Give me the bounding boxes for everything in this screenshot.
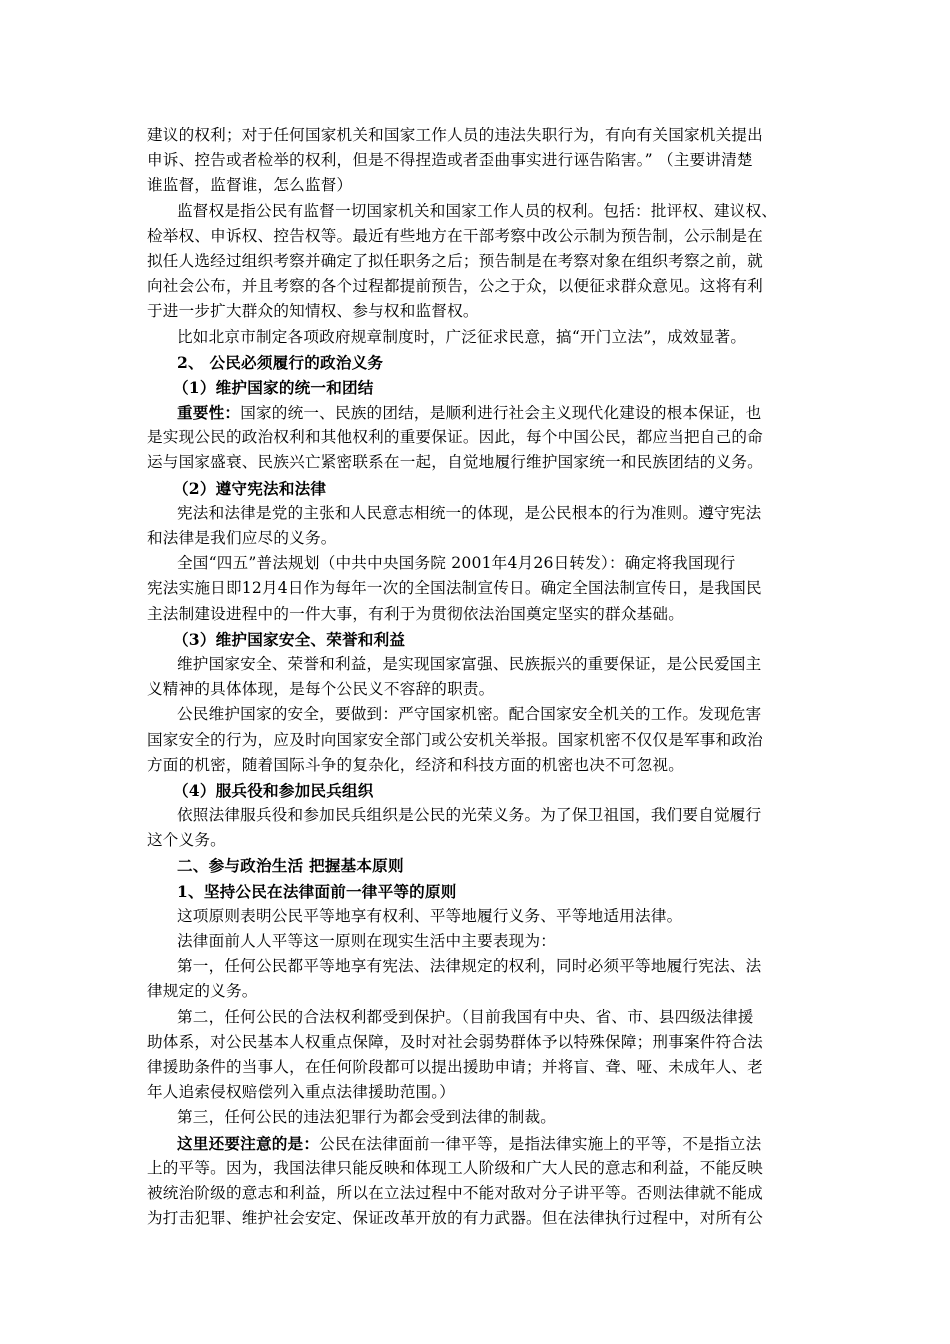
paragraph-line xyxy=(147,450,809,475)
line-text: 法律面前人人平等这一原则在现实生活中主要表现为： xyxy=(177,932,557,950)
paragraph-line xyxy=(147,274,809,299)
line-text: 公民在法律面前一律平等，是指法律实施上的平等，不是指立法 xyxy=(319,1134,762,1153)
paragraph-line xyxy=(147,677,809,702)
paragraph-line xyxy=(147,199,809,224)
line-text: 国家的统一、民族的团结，是顺利进行社会主义现代化建设的根本保证，也 xyxy=(240,404,762,423)
paragraph-line xyxy=(147,702,809,727)
line-text: 监督权是指公民有监督一切国家机关和国家工作人员的权利。包括：批评权、建议权、 xyxy=(177,201,778,220)
paragraph-line xyxy=(147,803,809,828)
paragraph-line xyxy=(147,1206,809,1231)
line-text: 义精神的具体体现，是每个公民义不容辞的职责。 xyxy=(147,680,495,699)
paragraph-line xyxy=(147,148,809,173)
paragraph-line xyxy=(147,828,809,853)
line-text: 是实现公民的政治权利和其他权利的重要保证。因此，每个中国公民，都应当把自己的命 xyxy=(147,428,763,447)
line-text: 向社会公布，并且考察的各个过程都提前预告，公之于众，以便征求群众意见。这将有利 xyxy=(147,277,763,296)
section-heading xyxy=(147,879,809,904)
section-heading xyxy=(147,853,809,878)
paragraph-line xyxy=(147,299,809,324)
line-text: 2、 公民必须履行的政治义务 xyxy=(177,352,384,372)
line-text: 谁监督，监督谁，怎么监督） xyxy=(147,176,353,195)
paragraph-line xyxy=(147,1055,809,1080)
paragraph-line xyxy=(147,400,809,425)
paragraph-line xyxy=(147,576,809,601)
line-text: 建议的权利；对于任何国家机关和国家工作人员的违法失职行为，有向有关国家机关提出 xyxy=(147,126,763,144)
line-text: 第二，任何公民的合法权利都受到保护。（目前我国有中央、省、市、县四级法律援 xyxy=(177,1007,754,1026)
line-text: 上的平等。因为，我国法律只能反映和体现工人阶级和广大人民的意志和利益，不能反映 xyxy=(147,1158,763,1177)
line-text: 律援助条件的当事人，在任何阶段都可以提出援助申请；并将盲、聋、哑、未成年人、老 xyxy=(147,1057,763,1076)
paragraph-line xyxy=(147,753,809,778)
lead-phrase: 这里还要注意的是： xyxy=(177,1133,320,1153)
paragraph-line xyxy=(147,652,809,677)
paragraph-line xyxy=(147,249,809,274)
line-text: 全国“四五”普法规划（中共中央国务院 2001年4月26日转发）：确定将我国现行 xyxy=(177,554,736,573)
line-text: 检举权、申诉权、控告权等。最近有些地方在干部考察中改公示制为预告制，公示制是在 xyxy=(147,226,763,245)
line-text: 比如北京市制定各项政府规章制度时，广泛征求民意，搞“开门立法”，成效显著。 xyxy=(177,327,747,346)
paragraph-line xyxy=(147,979,809,1004)
paragraph-line xyxy=(147,954,809,979)
line-text: （3）维护国家安全、荣誉和利益 xyxy=(173,629,406,649)
line-text: 律规定的义务。 xyxy=(147,982,258,1001)
line-text: 这个义务。 xyxy=(147,831,226,850)
paragraph-line xyxy=(147,1131,809,1156)
paragraph-line xyxy=(147,123,809,148)
line-text: 运与国家盛衰、民族兴亡紧密联系在一起，自觉地履行维护国家统一和民族团结的义务。 xyxy=(147,453,763,472)
line-text: 宪法和法律是党的主张和人民意志相统一的体现，是公民根本的行为准则。遵守宪法 xyxy=(177,503,762,522)
paragraph-line xyxy=(147,602,809,627)
line-text: 宪法实施日即12月4日作为每年一次的全国法制宣传日。确定全国法制宣传日，是我国民 xyxy=(147,579,762,598)
line-text: 于进一步扩大群众的知情权、参与权和监督权。 xyxy=(147,302,479,321)
paragraph-line xyxy=(147,1105,809,1130)
subsection-heading xyxy=(147,375,809,400)
paragraph-line xyxy=(147,551,809,576)
line-text: 主法制建设进程中的一件大事，有利于为贯彻依法治国奠定坚实的群众基础。 xyxy=(147,604,684,623)
paragraph-line xyxy=(147,728,809,753)
subsection-heading xyxy=(147,476,809,501)
line-text: （1）维护国家的统一和团结 xyxy=(173,377,374,397)
paragraph-line xyxy=(147,526,809,551)
line-text: 拟任人选经过组织考察并确定了拟任职务之后；预告制是在考察对象在组织考察之前，就 xyxy=(147,251,763,270)
line-text: 被统治阶级的意志和利益，所以在立法过程中不能对敌对分子讲平等。否则法律就不能成 xyxy=(147,1183,763,1202)
paragraph-line xyxy=(147,1005,809,1030)
subsection-heading xyxy=(147,778,809,803)
line-text: 公民维护国家的安全，要做到：严守国家机密。配合国家安全机关的工作。发现危害 xyxy=(177,705,762,724)
paragraph-line xyxy=(147,1080,809,1105)
paragraph-line xyxy=(147,224,809,249)
line-text: 助体系，对公民基本人权重点保障，及时对社会弱势群体予以特殊保障；刑事案件符合法 xyxy=(147,1032,763,1051)
subsection-heading xyxy=(147,627,809,652)
paragraph-line xyxy=(147,173,809,198)
paragraph-line xyxy=(147,1030,809,1055)
line-text: 这项原则表明公民平等地享有权利、平等地履行义务、平等地适用法律。 xyxy=(177,906,683,925)
line-text: 方面的机密，随着国际斗争的复杂化，经济和科技方面的机密也决不可忽视。 xyxy=(147,755,684,774)
paragraph-line xyxy=(147,325,809,350)
line-text: （2）遵守宪法和法律 xyxy=(173,478,327,498)
line-text: 二、参与政治生活 把握基本原则 xyxy=(177,856,404,876)
line-text: 维护国家安全、荣誉和利益，是实现国家富强、民族振兴的重要保证，是公民爱国主 xyxy=(177,654,762,673)
line-text: 1、坚持公民在法律面前一律平等的原则 xyxy=(177,881,457,901)
line-text: 为打击犯罪、维护社会安定、保证改革开放的有力武器。但在法律执行过程中，对所有公 xyxy=(147,1209,763,1228)
paragraph-line xyxy=(147,904,809,929)
paragraph-line xyxy=(147,501,809,526)
line-text: （4）服兵役和参加民兵组织 xyxy=(173,780,374,800)
paragraph-line xyxy=(147,425,809,450)
lead-phrase: 重要性： xyxy=(177,403,241,423)
document-page xyxy=(147,123,809,1231)
line-text: 第一，任何公民都平等地享有宪法、法律规定的权利，同时必须平等地履行宪法、法 xyxy=(177,957,762,976)
line-text: 申诉、控告或者检举的权利，但是不得捏造或者歪曲事实进行诬告陷害。” （主要讲清楚 xyxy=(147,151,753,170)
paragraph-line xyxy=(147,1181,809,1206)
line-text: 年人追索侵权赔偿列入重点法律援助范围。） xyxy=(147,1083,456,1102)
line-text: 和法律是我们应尽的义务。 xyxy=(147,529,337,547)
line-text: 国家安全的行为，应及时向国家安全部门或公安机关举报。国家机密不仅仅是军事和政治 xyxy=(147,730,763,749)
section-heading xyxy=(147,350,809,375)
line-text: 依照法律服兵役和参加民兵组织是公民的光荣义务。为了保卫祖国，我们要自觉履行 xyxy=(177,806,762,825)
paragraph-line xyxy=(147,929,809,954)
line-text: 第三，任何公民的违法犯罪行为都会受到法律的制裁。 xyxy=(177,1108,557,1127)
paragraph-line xyxy=(147,1156,809,1181)
